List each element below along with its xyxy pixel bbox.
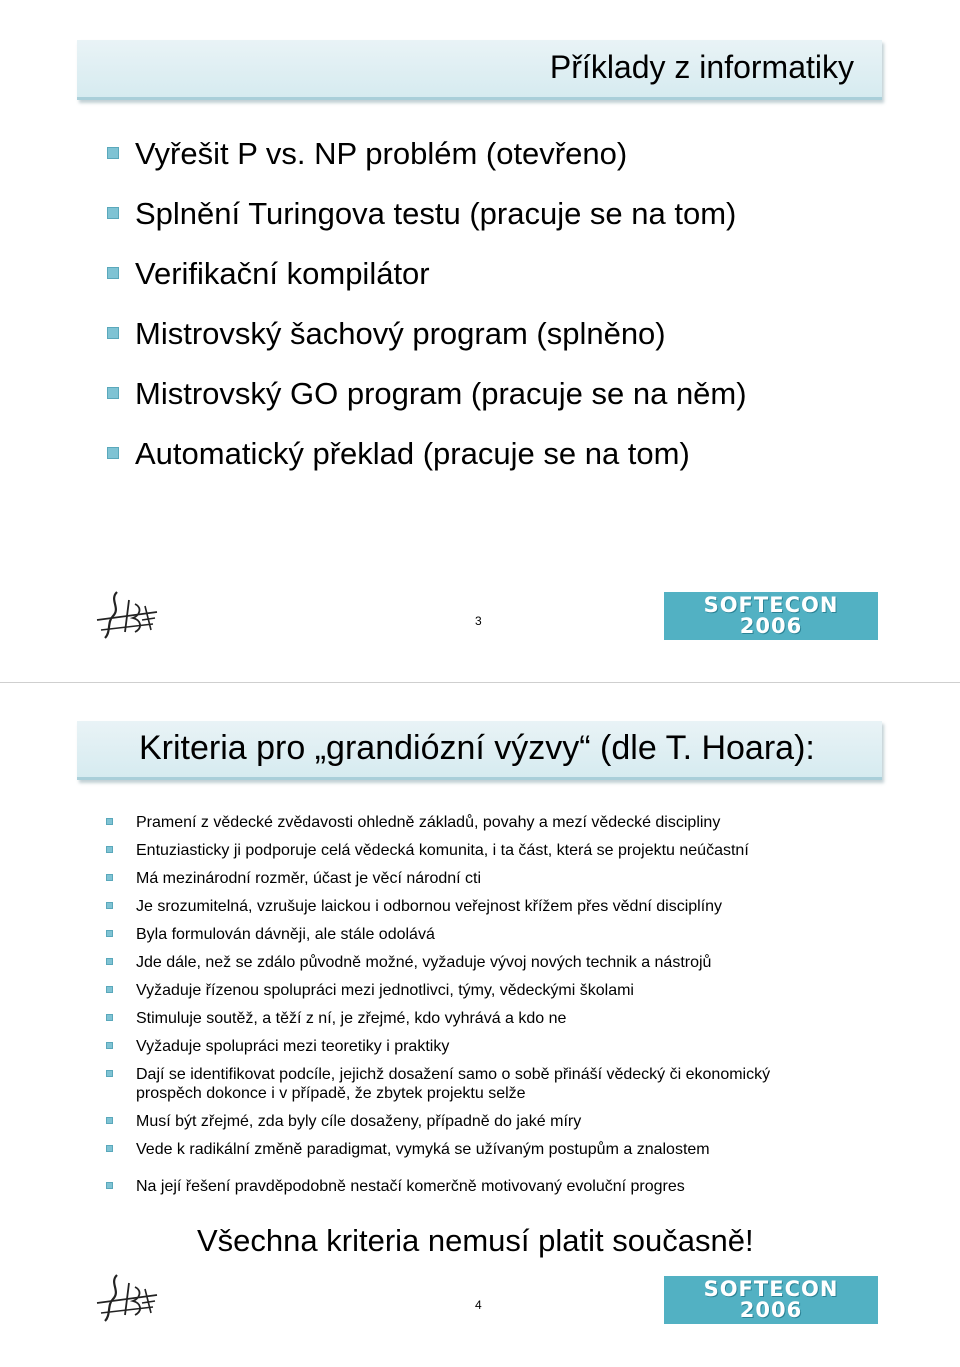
list-item: Vyžaduje spolupráci mezi teoretiky i praktiky <box>106 1037 886 1056</box>
title-bar <box>77 40 882 100</box>
bullet-square-icon <box>107 447 119 459</box>
list-item: Automatický překlad (pracuje se na tom) <box>107 432 747 492</box>
list-item: Vyřešit P vs. NP problém (otevřeno) <box>107 132 747 192</box>
softecon-logo: SOFTECON 2006 <box>664 1276 878 1324</box>
criteria-list <box>106 813 886 1205</box>
bullet-square-icon <box>106 1014 113 1021</box>
bullet-square-icon <box>106 1182 113 1189</box>
list-item: Dají se identifikovat podcíle, jejichž dosažení samo o sobě přináší vědecký či ekonomický prospěch dokonce i v případě, že zbytek projektu selže <box>106 1065 886 1103</box>
list-item: Verifikační kompilátor <box>107 252 747 312</box>
list-item: Mistrovský GO program (pracuje se na něm) <box>107 372 747 432</box>
bullet-square-icon <box>106 1070 113 1077</box>
list-item: Entuziasticky ji podporuje celá vědecká komunita, i ta část, která se projektu neúčastní <box>106 841 886 860</box>
bullet-square-icon <box>106 958 113 965</box>
signature-logo-icon <box>95 1269 165 1329</box>
bullet-square-icon <box>106 874 113 881</box>
bullet-square-icon <box>107 267 119 279</box>
bullet-square-icon <box>106 846 113 853</box>
list-item: Byla formulován dávněji, ale stále odolává <box>106 925 886 944</box>
list-item: Mistrovský šachový program (splněno) <box>107 312 747 372</box>
slide-title: Kriteria pro „grandiózní výzvy“ (dle T. Hoara): <box>139 729 815 767</box>
conclusion-text: Všechna kriteria nemusí platit současně! <box>197 1223 754 1258</box>
bullet-square-icon <box>107 207 119 219</box>
slide-title: Příklady z informatiky <box>549 49 854 85</box>
list-item: Na její řešení pravděpodobně nestačí komerčně motivovaný evoluční progres <box>106 1177 886 1196</box>
page-number: 3 <box>475 614 482 628</box>
bullet-square-icon <box>106 986 113 993</box>
list-item: Vede k radikální změně paradigmat, vymyká se užívaným postupům a znalostem <box>106 1140 886 1159</box>
list-item: Je srozumitelná, vzrušuje laickou i odbornou veřejnost křížem přes vědní disciplíny <box>106 897 886 916</box>
bullet-square-icon <box>107 147 119 159</box>
bullet-square-icon <box>106 930 113 937</box>
title-bar <box>77 721 882 780</box>
bullet-square-icon <box>106 1042 113 1049</box>
list-item: Stimuluje soutěž, a těží z ní, je zřejmé, kdo vyhrává a kdo ne <box>106 1009 886 1028</box>
softecon-logo: SOFTECON 2006 <box>664 592 878 640</box>
list-item: Musí být zřejmé, zda byly cíle dosaženy, případně do jaké míry <box>106 1112 886 1131</box>
list-item: Pramení z vědecké zvědavosti ohledně základů, povahy a mezí vědecké discipliny <box>106 813 886 832</box>
slide-4 <box>0 683 960 1367</box>
bullet-square-icon <box>107 327 119 339</box>
page-number: 4 <box>475 1298 482 1312</box>
bullet-square-icon <box>106 1117 113 1124</box>
list-item: Má mezinárodní rozměr, účast je věcí národní cti <box>106 869 886 888</box>
list-item: Splnění Turingova testu (pracuje se na tom) <box>107 192 747 252</box>
bullet-list <box>107 132 747 492</box>
bullet-square-icon <box>106 902 113 909</box>
signature-logo-icon <box>95 586 165 646</box>
list-item: Vyžaduje řízenou spolupráci mezi jednotlivci, týmy, vědeckými školami <box>106 981 886 1000</box>
bullet-square-icon <box>106 1145 113 1152</box>
bullet-square-icon <box>107 387 119 399</box>
bullet-square-icon <box>106 818 113 825</box>
slide-3 <box>0 0 960 683</box>
list-item: Jde dále, než se zdálo původně možné, vyžaduje vývoj nových technik a nástrojů <box>106 953 886 972</box>
